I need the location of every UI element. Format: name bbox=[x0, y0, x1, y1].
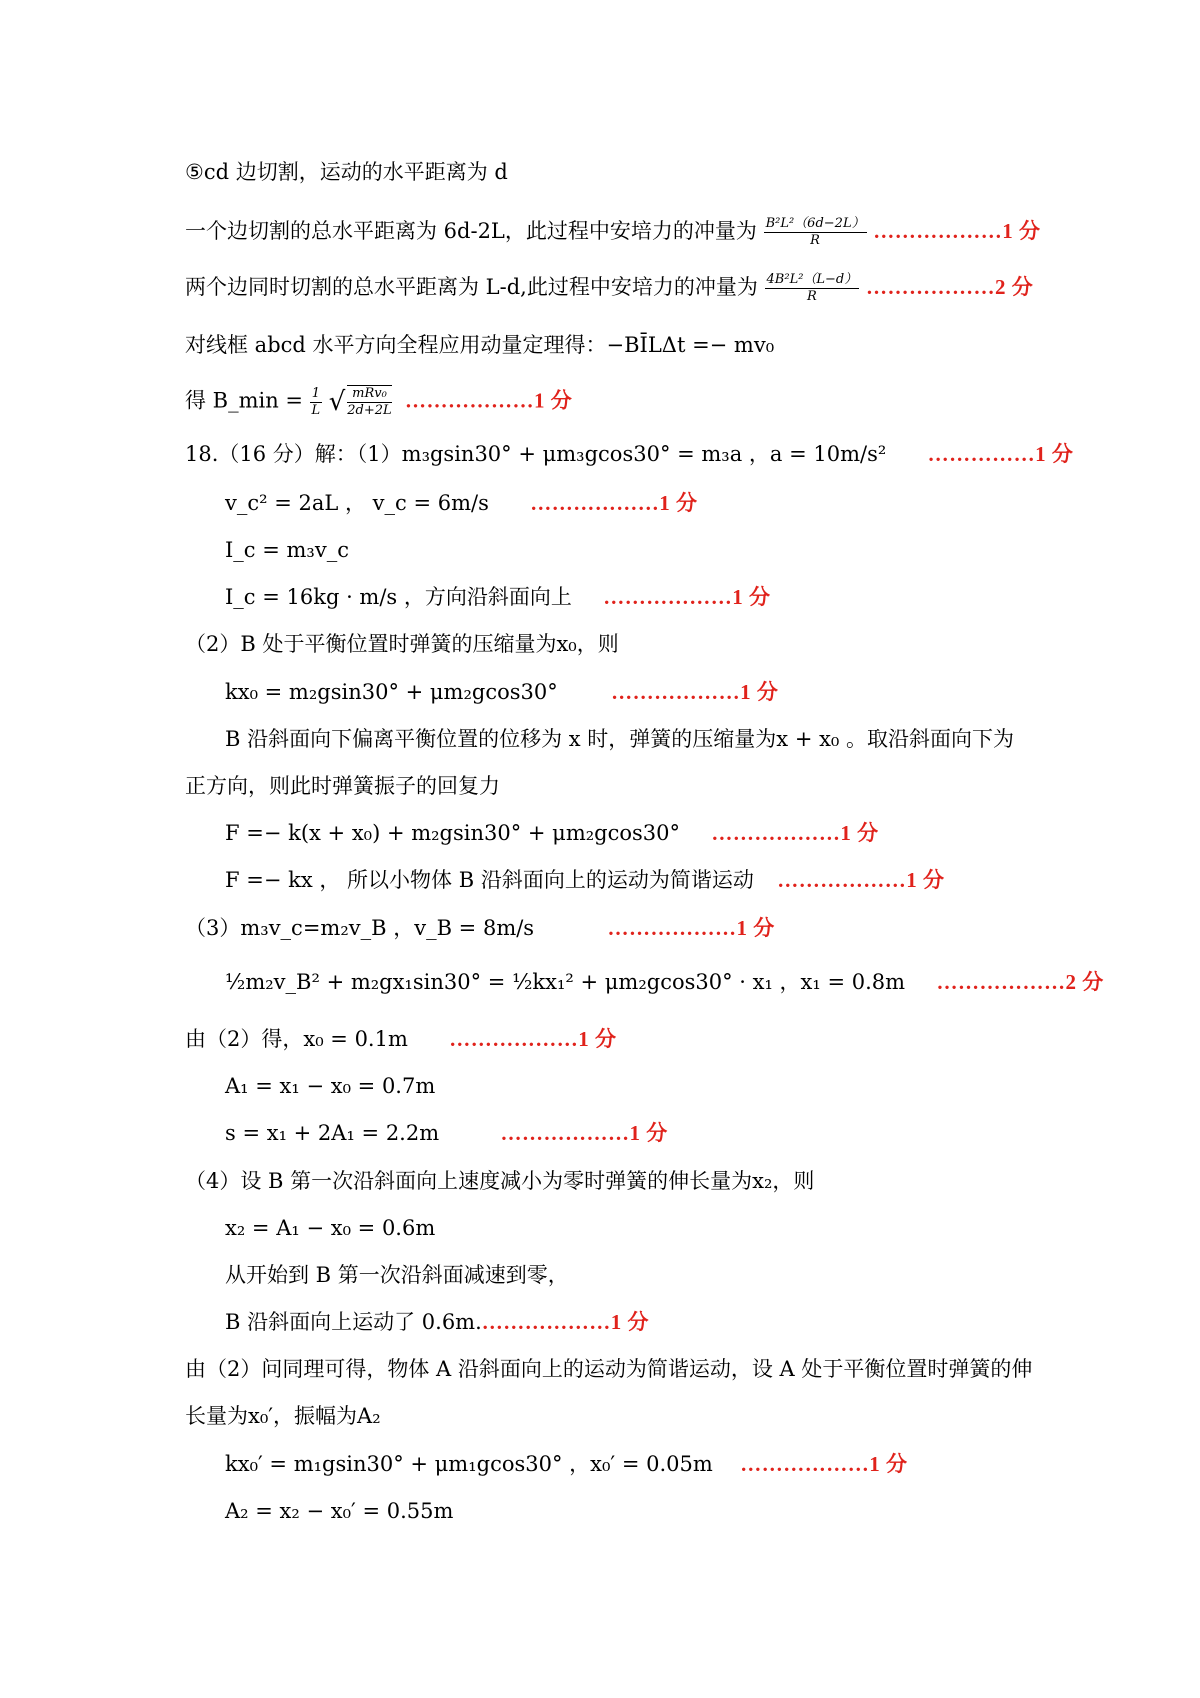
score-mark: ………………1 分 bbox=[873, 219, 1041, 243]
line-text: （4）设 B 第一次沿斜面向上速度减小为零时弹簧的伸长量为x₂，则 bbox=[185, 1169, 815, 1193]
fraction-denominator: R bbox=[807, 289, 817, 304]
score-mark: ………………1 分 bbox=[481, 1310, 650, 1334]
line-text: F =− k(x + x₀) + m₂gsin30° + μm₂gcos30° bbox=[225, 821, 681, 845]
text-line-vc bbox=[225, 488, 698, 518]
score-mark: ………………2 分 bbox=[936, 970, 1104, 994]
score-mark: ………………1 分 bbox=[777, 868, 945, 892]
text-line-s bbox=[225, 1118, 668, 1148]
text-line-a2 bbox=[225, 1496, 453, 1526]
impulse-fraction bbox=[765, 272, 860, 305]
line-text: 两个边同时切割的总水平距离为 L-d,此过程中安培力的冲量为 bbox=[185, 275, 758, 299]
line-text: （2）B 处于平衡位置时弹簧的压缩量为x₀，则 bbox=[185, 632, 619, 656]
sqrt-fraction bbox=[347, 385, 391, 419]
score-mark: ………………1 分 bbox=[611, 680, 779, 704]
score-mark: ………………2 分 bbox=[865, 275, 1034, 299]
line-text: s = x₁ + 2A₁ = 2.2m bbox=[225, 1121, 440, 1145]
text-line-q18-part1 bbox=[185, 439, 1073, 469]
text-line-bmin bbox=[185, 385, 572, 419]
text-line-shm bbox=[225, 865, 944, 895]
impulse-fraction bbox=[764, 216, 867, 249]
text-line-amplitude bbox=[185, 1401, 381, 1431]
text-line-a1 bbox=[225, 1071, 435, 1101]
text-line-x0 bbox=[185, 1024, 617, 1054]
score-mark: ………………1 分 bbox=[449, 1027, 617, 1051]
text-line-momentum-theorem bbox=[185, 330, 774, 360]
text-line-energy bbox=[225, 967, 1104, 997]
fraction-numerator: mRv₀ bbox=[347, 386, 391, 403]
text-line-one-edge-impulse bbox=[185, 216, 1041, 249]
fraction-numerator: 1 bbox=[311, 385, 320, 401]
text-line-force-formula bbox=[225, 818, 879, 848]
fraction-numerator: 4B²L²（L−d） bbox=[766, 272, 858, 287]
text-line-part2-intro bbox=[185, 629, 619, 659]
line-text: B 沿斜面向上运动了 0.6m. bbox=[225, 1310, 482, 1334]
line-text: 由（2）得，x₀ = 0.1m bbox=[185, 1027, 408, 1051]
line-text: 对线框 abcd 水平方向全程应用动量定理得：−BĪLΔt =− mv₀ bbox=[185, 333, 775, 357]
line-text: I_c = 16kg · m/s ，方向沿斜面向上 bbox=[225, 585, 572, 609]
line-text: 由（2）问同理可得，物体 A 沿斜面向上的运动为简谐运动，设 A 处于平衡位置时弹簧的伸 bbox=[185, 1357, 1033, 1381]
text-line-displacement bbox=[225, 724, 1014, 754]
line-text: 一个边切割的总水平距离为 6d-2L，此过程中安培力的冲量为 bbox=[185, 219, 757, 243]
line-text: （3）m₃v_c=m₂v_B ，v_B = 8m/s bbox=[185, 916, 535, 940]
score-mark: ………………1 分 bbox=[607, 916, 775, 940]
line-text: ⑤cd 边切割，运动的水平距离为 d bbox=[185, 160, 508, 184]
score-mark: ……………1 分 bbox=[927, 442, 1074, 466]
line-text: A₁ = x₁ − x₀ = 0.7m bbox=[225, 1074, 436, 1098]
text-line-kx0-prime bbox=[225, 1449, 907, 1479]
line-text: 正方向，则此时弹簧振子的回复力 bbox=[185, 774, 500, 798]
score-mark: ………………1 分 bbox=[405, 388, 573, 413]
text-line-from-start bbox=[225, 1260, 569, 1290]
score-mark: ………………1 分 bbox=[500, 1121, 668, 1145]
sqrt-sign-icon: √ bbox=[328, 387, 346, 417]
fraction-denominator: R bbox=[810, 233, 820, 248]
text-line-ic-formula bbox=[225, 535, 349, 565]
line-text: 从开始到 B 第一次沿斜面减速到零， bbox=[225, 1263, 569, 1287]
line-text: ½m₂v_B² + m₂gx₁sin30° = ½kx₁² + μm₂gcos30° · x₁ ，x₁ = 0.8m bbox=[225, 970, 906, 994]
line-text: 18.（16 分）解：（1）m₃gsin30° + μm₃gcos30° = m₃a ，a = 10m/s² bbox=[185, 442, 887, 466]
line-text: kx₀′ = m₁gsin30° + μm₁gcos30° ，x₀′ = 0.05m bbox=[225, 1452, 713, 1476]
text-line-part4-intro bbox=[185, 1166, 814, 1196]
text-line-part3-momentum bbox=[185, 913, 775, 943]
line-text: A₂ = x₂ − x₀′ = 0.55m bbox=[225, 1499, 454, 1523]
text-line-cd-edge bbox=[185, 157, 508, 187]
score-mark: ………………1 分 bbox=[740, 1452, 908, 1476]
line-text: F =− kx ， 所以小物体 B 沿斜面向上的运动为简谐运动 bbox=[225, 868, 754, 892]
fraction-denominator: 2d+2L bbox=[347, 403, 392, 418]
fraction-denominator: L bbox=[311, 402, 321, 418]
text-line-two-edge-impulse bbox=[185, 272, 1033, 305]
line-text: x₂ = A₁ − x₀ = 0.6m bbox=[225, 1216, 436, 1240]
text-line-kx0 bbox=[225, 677, 778, 707]
score-mark: ………………1 分 bbox=[711, 821, 879, 845]
text-line-restoring-force bbox=[185, 771, 500, 801]
line-text: I_c = m₃v_c bbox=[225, 538, 349, 562]
score-mark: ………………1 分 bbox=[603, 585, 771, 609]
line-text: kx₀ = m₂gsin30° + μm₂gcos30° bbox=[225, 680, 558, 704]
text-line-ic-value bbox=[225, 582, 770, 612]
fraction-numerator: B²L²（6d−2L） bbox=[765, 216, 865, 231]
text-line-x2 bbox=[225, 1213, 435, 1243]
line-text: 长量为x₀′，振幅为A₂ bbox=[185, 1404, 381, 1428]
fraction-one-over-l bbox=[310, 386, 322, 419]
line-text: v_c² = 2aL ， v_c = 6m/s bbox=[225, 491, 489, 515]
score-mark: ………………1 分 bbox=[530, 491, 698, 515]
text-line-object-a bbox=[185, 1354, 1032, 1384]
line-text: B 沿斜面向下偏离平衡位置的位移为 x 时，弹簧的压缩量为x + x₀ 。取沿斜面向下为 bbox=[225, 727, 1015, 751]
text-line-moved-up bbox=[225, 1307, 649, 1337]
line-text: 得 B_min = bbox=[185, 388, 310, 413]
